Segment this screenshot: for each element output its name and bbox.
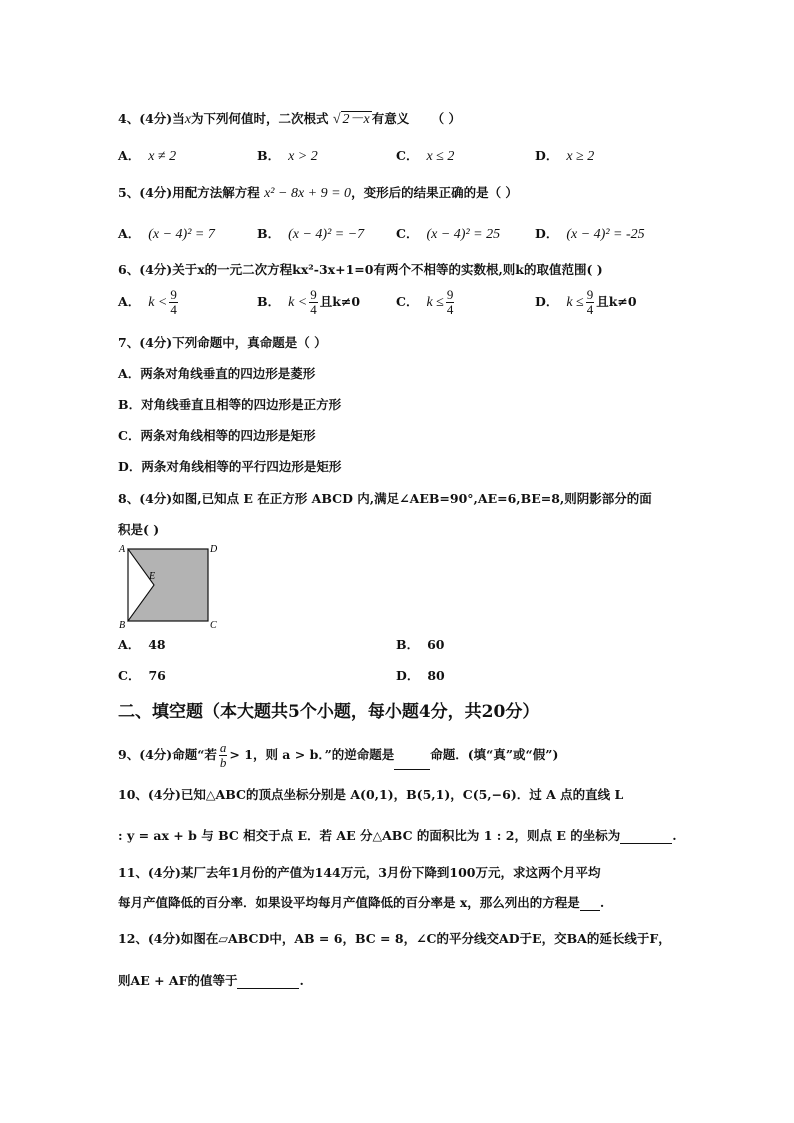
fraction-denominator: 4	[310, 302, 317, 317]
option-letter: B．	[257, 148, 281, 163]
q5-option-d	[535, 224, 645, 243]
q5-option-c	[396, 224, 500, 243]
option-value: 60	[427, 637, 445, 652]
q4-stem-post: 有意义	[371, 111, 410, 126]
fraction-numerator: 9	[446, 287, 454, 302]
q4-radical: √ 2－x	[332, 112, 370, 127]
q4-stem-pre: 4、(4分)当	[118, 111, 185, 126]
q8-stem-line1: 8、(4分)如图,已知点 E 在正方形 ABCD 内,满足∠AEB=90°,AE=6,BE=8,则阴影部分的面	[118, 491, 652, 506]
option-value: k ≤	[566, 295, 584, 310]
q6-option-c	[396, 288, 456, 317]
q7-option-d: D．两条对角线相等的平行四边形是矩形	[118, 459, 342, 474]
fraction-denominator: 4	[446, 302, 454, 317]
q5-stem	[118, 183, 518, 202]
q6-stem: 6、(4分)关于x的一元二次方程kx²-3x+1=0有两个不相等的实数根,则k的取值范围( )	[118, 262, 603, 277]
q11-line2	[118, 893, 604, 911]
option-value: (x − 4)² = 7	[148, 227, 215, 242]
fraction-numerator: 9	[586, 287, 594, 302]
q4-radicand: 2－x	[342, 112, 370, 127]
q8-option-d	[396, 666, 445, 684]
q5-stem-post: ，变形后的结果正确的是（ ）	[351, 185, 518, 200]
q8-stem-line2: 积是( )	[118, 522, 160, 537]
q7-option-a: A．两条对角线垂直的四边形是菱形	[118, 366, 316, 381]
label-a: A	[119, 544, 126, 555]
q12-line2-end: .	[299, 973, 304, 988]
option-suffix: 且k≠0	[596, 294, 637, 309]
q9-pre: 9、(4分)命题“若	[118, 747, 217, 762]
q10-answer-blank[interactable]	[620, 831, 672, 844]
q11-line1: 11、(4分)某厂去年1月份的产值为144万元，3月份下降到100万元，求这两个月平均	[118, 865, 601, 880]
option-value: (x − 4)² = 25	[426, 227, 501, 242]
fraction-numerator: a	[219, 740, 227, 755]
label-d: D	[210, 544, 218, 555]
option-letter: B．	[257, 294, 281, 309]
option-letter: A．	[118, 148, 141, 163]
q9-mid: > 1，则 a > b．”的逆命题是	[229, 747, 395, 762]
fraction-denominator: 4	[170, 302, 177, 317]
option-letter: D．	[535, 148, 559, 163]
q11-line2-end: .	[599, 895, 605, 910]
q8-option-a	[118, 635, 166, 653]
q4-option-c	[396, 146, 454, 165]
q12-line1: 12、(4分)如图在▱ABCD中，AB = 6，BC = 8，∠C的平分线交AD于E，交BA的延长线于F，	[118, 931, 671, 946]
q12-answer-blank[interactable]	[237, 976, 299, 989]
fraction	[169, 288, 178, 317]
q9-stem	[118, 741, 558, 770]
option-value: k <	[288, 295, 308, 310]
q4-paren: （ ）	[431, 111, 461, 126]
option-value: 80	[427, 668, 445, 683]
label-c: C	[210, 620, 217, 630]
q12-line2	[118, 971, 304, 989]
q4-option-b	[257, 146, 318, 165]
fraction	[586, 288, 595, 317]
fraction-numerator: 9	[170, 287, 177, 302]
option-letter: D．	[535, 226, 559, 241]
q6-option-a	[118, 288, 180, 317]
option-letter: C．	[396, 226, 419, 241]
q5-option-b	[257, 224, 364, 243]
option-letter: C．	[396, 148, 419, 163]
q5-option-a	[118, 224, 215, 243]
section-heading: 二、填空题（本大题共5个小题，每小题4分，共20分）	[118, 702, 540, 722]
option-value: k ≤	[426, 295, 444, 310]
option-value: (x − 4)² = -25	[566, 227, 645, 242]
option-value: x ≤ 2	[426, 149, 455, 164]
q5-stem-pre: 5、(4分)用配方法解方程	[118, 185, 260, 200]
option-letter: B．	[396, 637, 420, 652]
q9-answer-blank[interactable]	[394, 757, 430, 770]
q11-line2-text: 每月产值降低的百分率．如果设平均每月产值降低的百分率是 x，那么列出的方程是	[118, 895, 580, 910]
fraction-numerator: 9	[310, 287, 317, 302]
fraction-denominator: 4	[586, 302, 594, 317]
option-letter: C．	[396, 294, 419, 309]
q4-option-a	[118, 146, 176, 165]
square-figure	[118, 540, 218, 630]
label-e: E	[149, 571, 156, 582]
q4-var: x	[184, 112, 191, 127]
q12-line2-text: 则AE + AF的值等于	[118, 973, 238, 988]
q5-equation: x² − 8x + 9 = 0	[264, 186, 352, 201]
q7-option-c: C．两条对角线相等的四边形是矩形	[118, 428, 316, 443]
option-value: k <	[148, 295, 168, 310]
q4-stem-mid: 为下列何值时，二次根式	[190, 111, 329, 126]
option-letter: A．	[118, 637, 141, 652]
option-letter: C．	[118, 668, 141, 683]
q6-option-d	[535, 288, 637, 317]
q10-line2-text: : y = ax + b 与 BC 相交于点 E．若 AE 分△ABC 的面积比为 1 : 2，则点 E 的坐标为	[118, 828, 621, 843]
q10-line2-end: .	[672, 828, 677, 843]
q7-option-b: B．对角线垂直且相等的四边形是正方形	[118, 397, 342, 412]
option-letter: A．	[118, 226, 141, 241]
fraction	[309, 288, 318, 317]
q10-line1: 10、(4分)已知△ABC的顶点坐标分别是 A(0,1)，B(5,1)，C(5,−6)．过 A 点的直线 L	[118, 787, 624, 802]
option-value: x ≠ 2	[148, 149, 177, 164]
fraction-denominator: b	[219, 755, 227, 770]
q8-option-c	[118, 666, 166, 684]
label-b: B	[119, 620, 126, 630]
q10-line2	[118, 826, 677, 844]
q6-option-b	[257, 288, 360, 317]
option-letter: A．	[118, 294, 141, 309]
option-value: 48	[148, 637, 166, 652]
q4-option-d	[535, 146, 594, 165]
option-value: 76	[148, 668, 166, 683]
option-value: x ≥ 2	[566, 149, 595, 164]
fraction	[446, 288, 455, 317]
option-value: x > 2	[288, 149, 318, 164]
option-letter: D．	[396, 668, 420, 683]
option-letter: B．	[257, 226, 281, 241]
option-value: (x − 4)² = −7	[288, 227, 365, 242]
q8-option-b	[396, 635, 444, 653]
q11-answer-blank[interactable]	[580, 898, 600, 911]
shaded-region	[128, 549, 208, 621]
q7-stem: 7、(4分)下列命题中，真命题是（ ）	[118, 335, 327, 350]
option-letter: D．	[535, 294, 559, 309]
q9-post: 命题．(填“真”或“假”)	[430, 747, 559, 762]
q4-stem	[118, 108, 461, 128]
q9-fraction	[219, 741, 228, 770]
option-suffix: 且k≠0	[319, 294, 361, 309]
